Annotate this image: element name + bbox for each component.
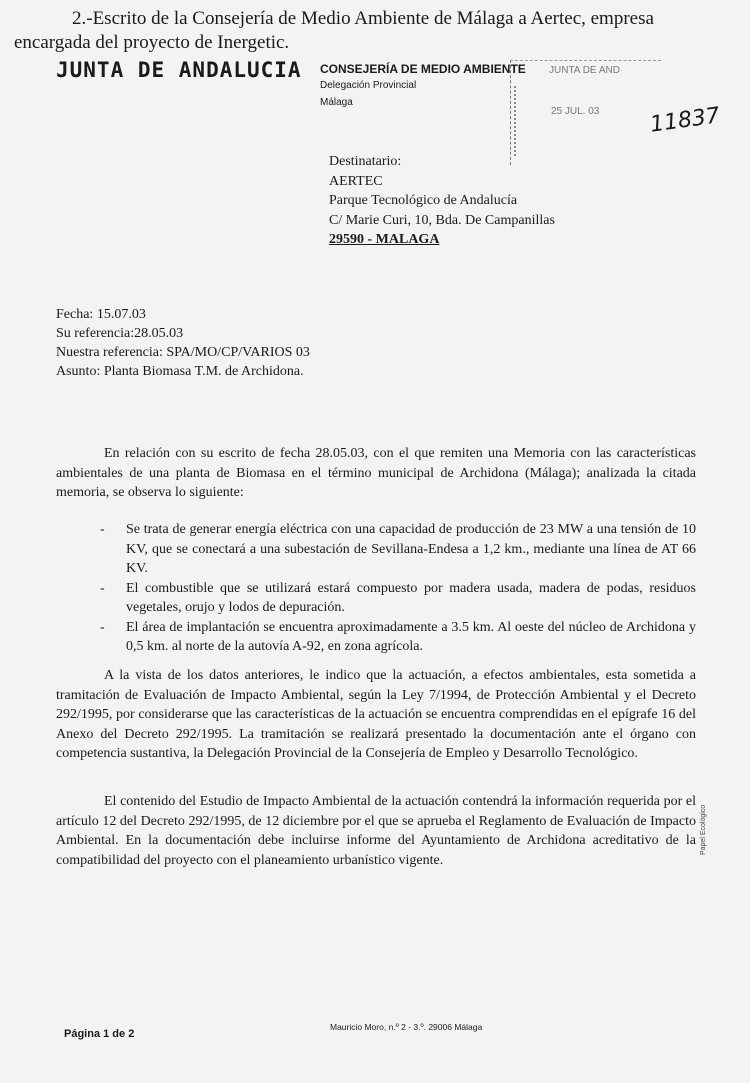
stamp-line-1: JUNTA DE AND — [549, 65, 620, 76]
letterhead-junta-logo: JUNTA DE ANDALUCIA — [56, 58, 302, 82]
recycled-paper-mark: Papel Ecológico — [700, 804, 707, 855]
recipient-name: AERTEC — [329, 173, 383, 189]
body-paragraph-2: A la vista de los datos anteriores, le indico que la actuación, a efectos ambientales, esta sometida a tramitación de Evaluación de Impacto Ambiental, según la Ley 7/1994, de Protección Ambiental y el Decreto 292/1995, por considerarse que las características de la actuación se encuentra comprendidas en el epígrafe 16 del Anexo del Decreto 292/1995. La tramitación se realizará presentado la documentación ante el órgano con competencia sustantiva, la Delegación Provincial de la Consejería de Empleo y Desarrollo Tecnológico. — [56, 668, 696, 761]
bullet-item: - El combustible que se utilizará estará compuesto por madera usada, madera de podas, residuos vegetales, orujo y lodos de depuración. — [100, 579, 696, 618]
heading-line-1: 2.-Escrito de la Consejería de Medio Ambiente de Málaga a Aertec, empresa — [72, 8, 654, 29]
letterhead-delegacion: Delegación Provincial — [320, 80, 417, 91]
meta-nuestra-referencia: Nuestra referencia: SPA/MO/CP/VARIOS 03 — [56, 345, 310, 360]
recipient-postal: 29590 - MALAGA — [329, 232, 440, 247]
meta-su-referencia: Su referencia:28.05.03 — [56, 326, 184, 341]
recipient-block — [329, 152, 555, 250]
body-bullet-list — [100, 520, 696, 657]
meta-fecha: Fecha: 15.07.03 — [56, 307, 146, 322]
stamp-dotted-mark — [514, 86, 528, 156]
page-number: Página 1 de 2 — [64, 1028, 135, 1040]
heading-line-2: encargada del proyecto de Inergetic. — [14, 32, 290, 53]
bullet-item: - Se trata de generar energía eléctrica con una capacidad de producción de 23 MW a una tensión de 10 KV, que se conectará a una subestación de Sevillana-Endesa a 1,2 km., mediante una línea de AT 66 KV. — [100, 520, 696, 579]
bullet-item: - El área de implantación se encuentra aproximadamente a 3.5 km. Al oeste del núcleo de Archidona y 0,5 km. al norte de la autovía A-92, en zona agrícola. — [100, 618, 696, 657]
stamp-line-2: 25 JUL. 03 — [551, 106, 600, 117]
meta-asunto: Asunto: Planta Biomasa T.M. de Archidona. — [56, 364, 304, 379]
handwritten-registry-number: 11837 — [648, 103, 722, 138]
recipient-address-line-1: Parque Tecnológico de Andalucía — [329, 193, 518, 208]
letterhead-consejeria: CONSEJERÍA DE MEDIO AMBIENTE — [320, 62, 526, 76]
registry-stamp — [510, 60, 661, 165]
body-paragraph-1: En relación con su escrito de fecha 28.05.03, con el que remiten una Memoria con las características ambientales de una planta de Biomasa en el término municipal de Archidona (Málaga); analizada la citada memoria, se observa lo siguiente: — [56, 446, 696, 500]
footer-address: Mauricio Moro, n.º 2 - 3.º. 29006 Málaga — [330, 1022, 483, 1032]
recipient-label: Destinatario: — [329, 154, 402, 169]
letter-meta — [56, 305, 310, 381]
body-paragraph-3: El contenido del Estudio de Impacto Ambiental de la actuación contendrá la información requerida por el artículo 12 del Decreto 292/1995, de 12 diciembre por el que se aprueba el Reglamento de Evaluación de Impacto Ambiental. En la documentación debe incluirse informe del Ayuntamiento de Archidona acreditativo de la compatibilidad del proyecto con el planeamiento urbanístico vigente. — [56, 794, 696, 868]
letterhead-city: Málaga — [320, 97, 353, 108]
recipient-address-line-2: C/ Marie Curi, 10, Bda. De Campanillas — [329, 212, 555, 228]
